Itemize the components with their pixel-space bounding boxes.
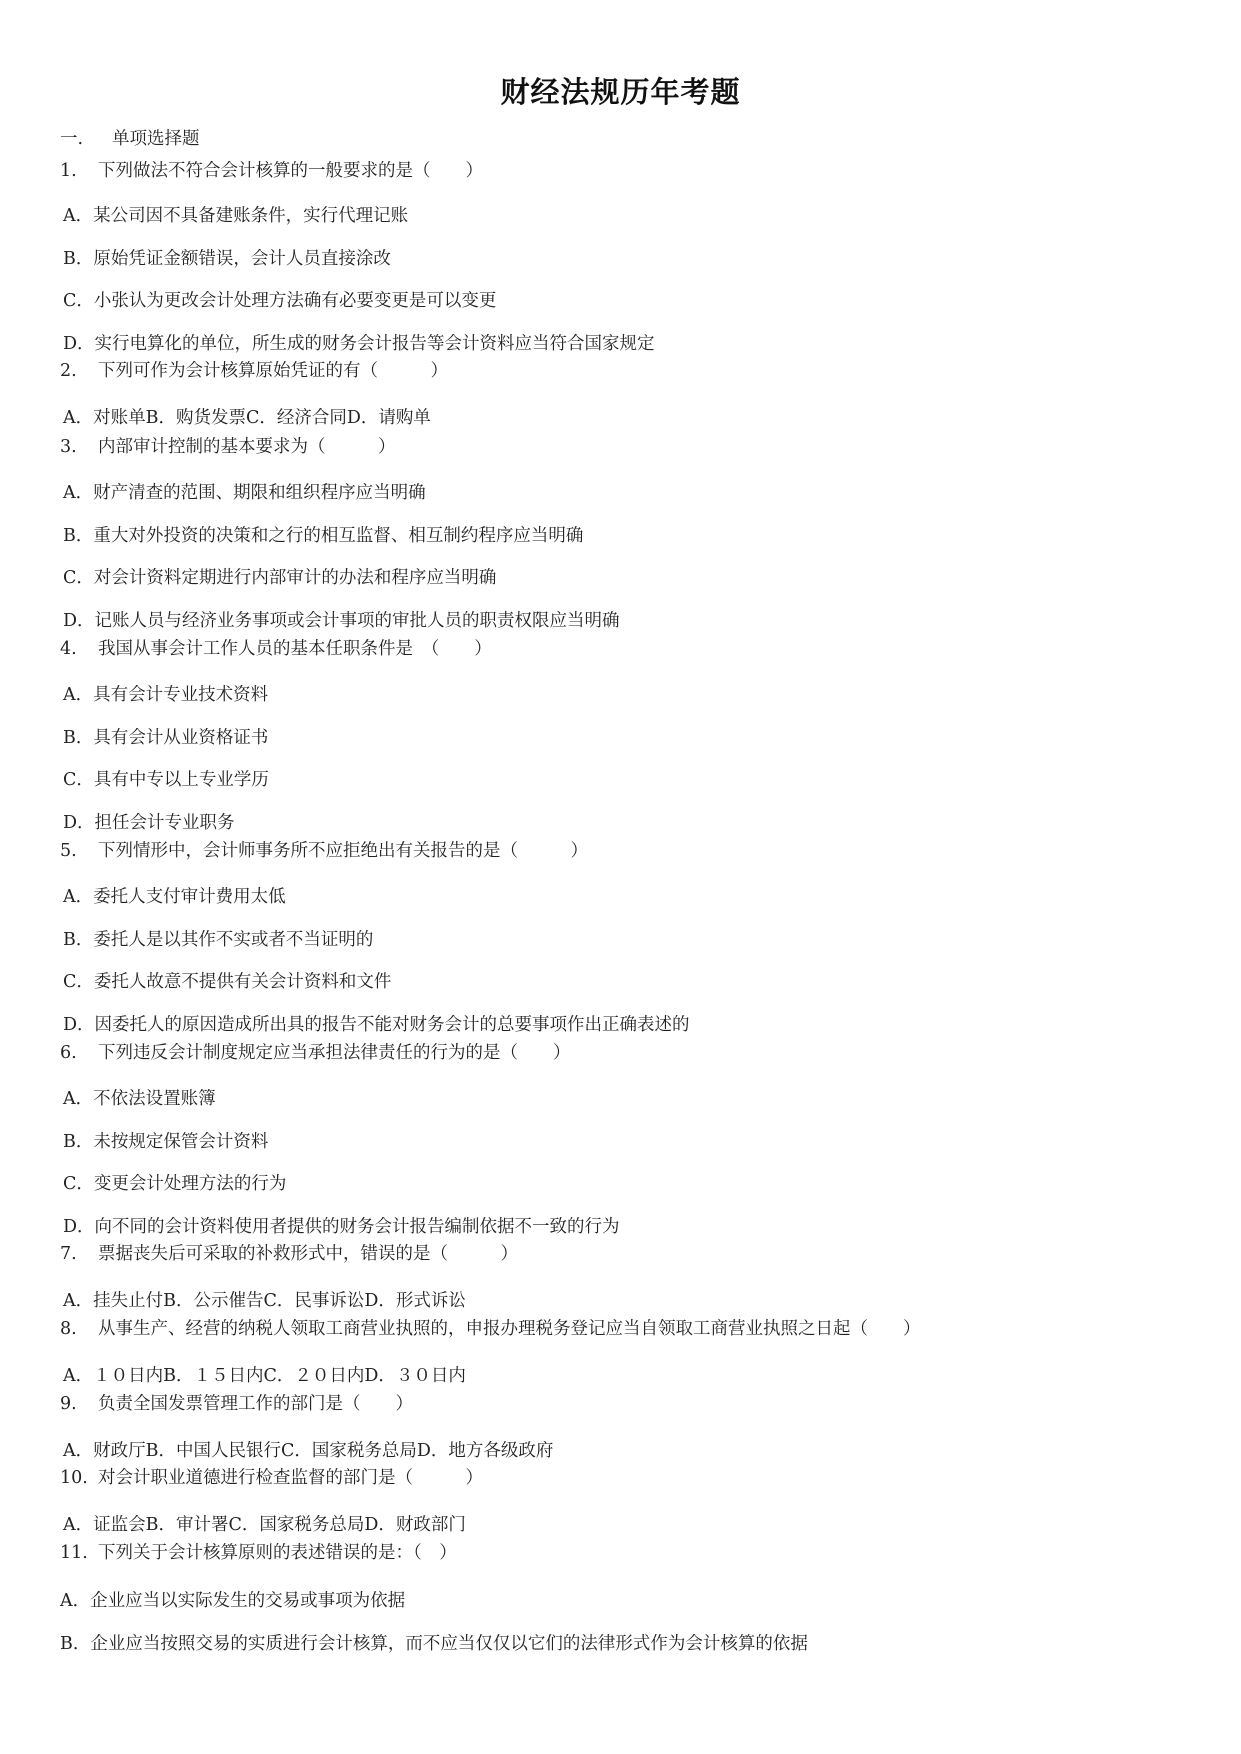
question-1	[60, 160, 483, 182]
question-number: 11.	[60, 1543, 88, 1563]
question-text: 下列违反会计制度规定应当承担法律责任的行为的是（ ）	[98, 1043, 571, 1063]
question-number: 6.	[60, 1043, 77, 1063]
question-number: 10.	[60, 1468, 88, 1488]
question-number: 1.	[60, 161, 77, 181]
question-number: 5.	[60, 841, 77, 861]
option-line: D．担任会计专业职务	[63, 813, 235, 833]
option-line: A．具有会计专业技术资料	[63, 685, 269, 705]
option-line: C．小张认为更改会计处理方法确有必要变更是可以变更	[63, 291, 497, 311]
question-8	[60, 1318, 921, 1340]
option-line: C．变更会计处理方法的行为	[63, 1174, 287, 1194]
question-number: 7.	[60, 1244, 77, 1264]
question-text: 下列做法不符合会计核算的一般要求的是（ ）	[98, 161, 483, 181]
question-10	[60, 1467, 483, 1489]
option-line: B．未按规定保管会计资料	[63, 1132, 269, 1152]
question-number: 3.	[60, 437, 77, 457]
option-line: B．具有会计从业资格证书	[63, 728, 269, 748]
option-line: D．实行电算化的单位，所生成的财务会计报告等会计资料应当符合国家规定	[63, 334, 655, 354]
question-text: 负责全国发票管理工作的部门是（ ）	[98, 1394, 413, 1414]
option-line: A．不依法设置账簿	[63, 1089, 216, 1109]
document-title: 财经法规历年考题	[500, 75, 741, 109]
question-number: 9.	[60, 1394, 77, 1414]
question-number: 4.	[60, 639, 77, 659]
question-text: 下列情形中，会计师事务所不应拒绝出有关报告的是（ ）	[98, 841, 588, 861]
question-4	[60, 638, 492, 660]
question-text: 内部审计控制的基本要求为（ ）	[98, 437, 396, 457]
option-line: A．证监会B．审计署C．国家税务总局D．财政部门	[63, 1515, 466, 1535]
section-number: 一.	[60, 129, 84, 149]
option-line: B．原始凭证金额错误，会计人员直接涂改	[63, 249, 391, 269]
option-line: C．对会计资料定期进行内部审计的办法和程序应当明确	[63, 568, 497, 588]
option-line: A．某公司因不具备建账条件，实行代理记账	[63, 206, 409, 226]
option-line: A．委托人支付审计费用太低	[63, 887, 286, 907]
option-line: C．委托人故意不提供有关会计资料和文件	[63, 972, 392, 992]
section-heading	[60, 128, 200, 150]
option-line: C．具有中专以上专业学历	[63, 770, 269, 790]
question-5	[60, 840, 588, 862]
option-line: D．因委托人的原因造成所出具的报告不能对财务会计的总要事项作出正确表述的	[63, 1015, 690, 1035]
option-line: B．重大对外投资的决策和之行的相互监督、相互制约程序应当明确	[63, 526, 584, 546]
option-line: A．企业应当以实际发生的交易或事项为依据	[60, 1591, 406, 1611]
option-line: D．记账人员与经济业务事项或会计事项的审批人员的职责权限应当明确	[63, 611, 620, 631]
question-7	[60, 1243, 518, 1265]
option-line: A．财产清查的范围、期限和组织程序应当明确	[63, 483, 426, 503]
option-line: D．向不同的会计资料使用者提供的财务会计报告编制依据不一致的行为	[63, 1217, 620, 1237]
question-text: 下列可作为会计核算原始凭证的有（ ）	[98, 361, 448, 381]
question-number: 8.	[60, 1319, 77, 1339]
question-3	[60, 436, 396, 458]
question-9	[60, 1393, 413, 1415]
option-line: A．财政厅B．中国人民银行C．国家税务总局D．地方各级政府	[63, 1441, 554, 1461]
question-11	[60, 1542, 457, 1564]
option-line: B．企业应当按照交易的实质进行会计核算，而不应当仅仅以它们的法律形式作为会计核算的依据	[60, 1634, 808, 1654]
option-line: A．挂失止付B．公示催告C．民事诉讼D．形式诉讼	[63, 1291, 466, 1311]
question-2	[60, 360, 448, 382]
option-line: A．１０日内B．１５日内C．２０日内D．３０日内	[63, 1366, 466, 1386]
section-label: 单项选择题	[112, 129, 200, 149]
question-text: 对会计职业道德进行检查监督的部门是（ ）	[98, 1468, 483, 1488]
option-line: B．委托人是以其作不实或者不当证明的	[63, 930, 374, 950]
question-number: 2.	[60, 361, 77, 381]
question-text: 我国从事会计工作人员的基本任职条件是 （ ）	[98, 639, 492, 659]
option-line: A．对账单B．购货发票C．经济合同D．请购单	[63, 408, 431, 428]
question-text: 票据丧失后可采取的补救形式中，错误的是（ ）	[98, 1244, 518, 1264]
question-text: 下列关于会计核算原则的表述错误的是：（ ）	[98, 1543, 457, 1563]
question-6	[60, 1042, 571, 1064]
question-text: 从事生产、经营的纳税人领取工商营业执照的，申报办理税务登记应当自领取工商营业执照之日起（ ）	[98, 1319, 921, 1339]
